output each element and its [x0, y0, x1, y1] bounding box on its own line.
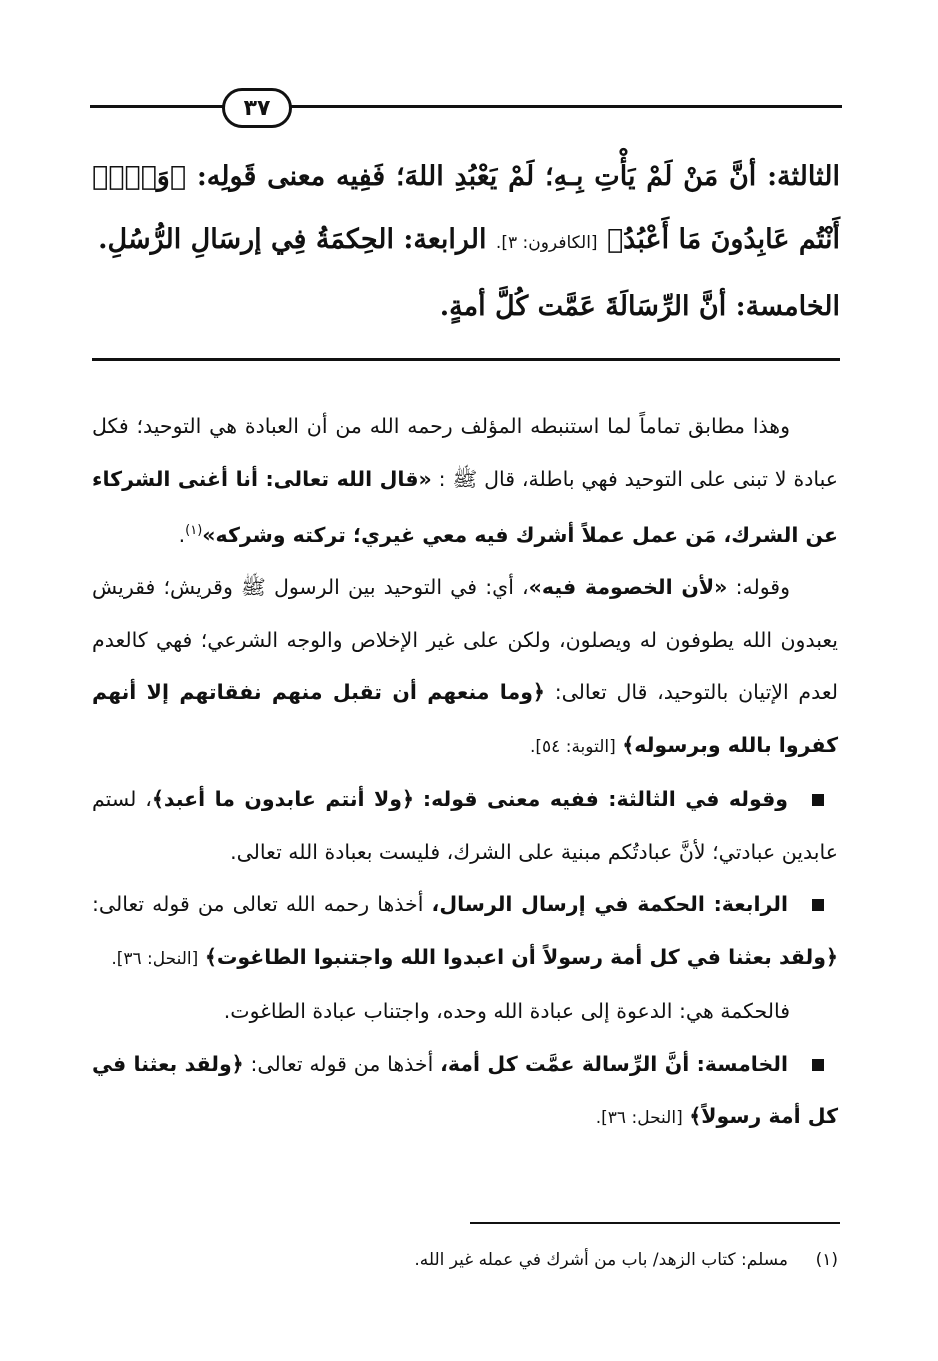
bullet-square-icon: [812, 899, 824, 911]
commentary-paragraph-5: [92, 985, 838, 1038]
p2-quote: «لأن الخصومة فيه»: [528, 575, 728, 600]
commentary-paragraph-1: [92, 400, 838, 561]
p6-ref: [النحل: ٣٦].: [595, 1108, 683, 1129]
footnote-marker: (١): [185, 523, 203, 538]
p3-text: ، لستم عابدين عبادتي؛ لأنَّ عبادتُكم مبنية على الشرك، فليست بعبادة الله تعالى.: [92, 787, 838, 864]
third-verse: ﴿وَلَاۤ أَنْتُم عَابِدُونَ مَا أَعْبُدُ﴾: [92, 161, 840, 255]
header-rule: [90, 105, 842, 108]
footnote: [92, 1246, 838, 1274]
p4-ref: [النحل: ٣٦].: [111, 948, 199, 969]
fifth-text: أنَّ الرِّسَالَةَ عَمَّت كُلَّ أمةٍ.: [439, 291, 727, 322]
fourth-label: الرابعة:: [403, 224, 487, 255]
fifth-label: الخامسة:: [735, 291, 840, 322]
page-header: [90, 88, 842, 128]
p3-verse: ﴿ولا أنتم عابدون ما أعبد﴾: [151, 787, 415, 812]
third-text: أنَّ مَنْ لَمْ يَأْتِ بِـهِ؛ لَمْ يَعْبُدِ اللهَ؛ فَفِيه معنى قَولِه:: [196, 161, 757, 192]
p6-text: أخذها من قوله تعالى:: [250, 1051, 434, 1076]
p2-start: وقوله:: [735, 575, 790, 600]
third-ref: [الكافرون: ٣].: [495, 233, 598, 253]
p4-bold: الرابعة: الحكمة في إرسال الرسال،: [431, 892, 788, 917]
p3-bold: وقوله في الثالثة: ففيه معنى قوله:: [422, 787, 789, 812]
footnote-text: مسلم: كتاب الزهد/ باب من أشرك في عمله غير الله.: [414, 1250, 788, 1270]
third-label: الثالثة:: [767, 161, 840, 192]
matn-text: [92, 145, 840, 338]
page-number: ٣٧: [222, 88, 292, 128]
p2-verse: ﴿وما منعهم أن تقبل منهم نفقاتهم إلا أنهم كفروا بالله وبرسوله﴾: [92, 680, 838, 757]
commentary-paragraph-6: [92, 1038, 838, 1145]
p1-text: وهذا مطابق تماماً لما استنبطه المؤلف رحمه الله من أن العبادة هي التوحيد؛ فكل عبادة لا تبنى على التوحيد فهي باطلة، قال ﷺ :: [92, 414, 838, 491]
bullet-square-icon: [812, 794, 824, 806]
p2-ref: [التوبة: ٥٤].: [530, 736, 616, 757]
bullet-square-icon: [812, 1059, 824, 1071]
p1-hadith: «قال الله تعالى: أنا أغنى الشركاء عن الشرك، مَن عمل عملاً أشرك فيه معي غيري؛ تركته وشركه»: [92, 466, 838, 547]
commentary-paragraph-4: [92, 878, 838, 985]
p2-text: ، أي: في التوحيد بين الرسول ﷺ وقريش؛ فقريش يعبدون الله يطوفون له ويصلون، ولكن على غير الإخلاص والوجه الشرعي؛ فهي كالعدم لعدم الإتيان بالتوحيد، قال تعالى:: [92, 575, 838, 705]
p5-text: فالحكمة هي: الدعوة إلى عبادة الله وحده، واجتناب عبادة الطاغوت.: [223, 999, 790, 1024]
footnote-number: (١): [815, 1250, 838, 1270]
section-divider: [92, 358, 840, 361]
commentary-paragraph-3: [92, 773, 838, 878]
p4-verse: ﴿ولقد بعثنا في كل أمة رسولاً أن اعبدوا الله واجتنبوا الطاغوت﴾: [204, 944, 838, 969]
footnote-rule: [470, 1222, 840, 1224]
fourth-text: الحِكمَةُ فِي إرسَالِ الرُّسُلِ.: [98, 224, 394, 255]
commentary: [92, 400, 838, 1145]
p6-bold: الخامسة: أنَّ الرِّسالة عمَّت كل أمة،: [440, 1051, 788, 1076]
p1-end: .: [178, 522, 186, 547]
commentary-paragraph-2: [92, 561, 838, 773]
p6-verse: ﴿ولقد بعثنا في كل أمة رسولاً﴾: [92, 1051, 838, 1129]
p4-text: أخذها رحمه الله تعالى من قوله تعالى:: [92, 892, 424, 917]
